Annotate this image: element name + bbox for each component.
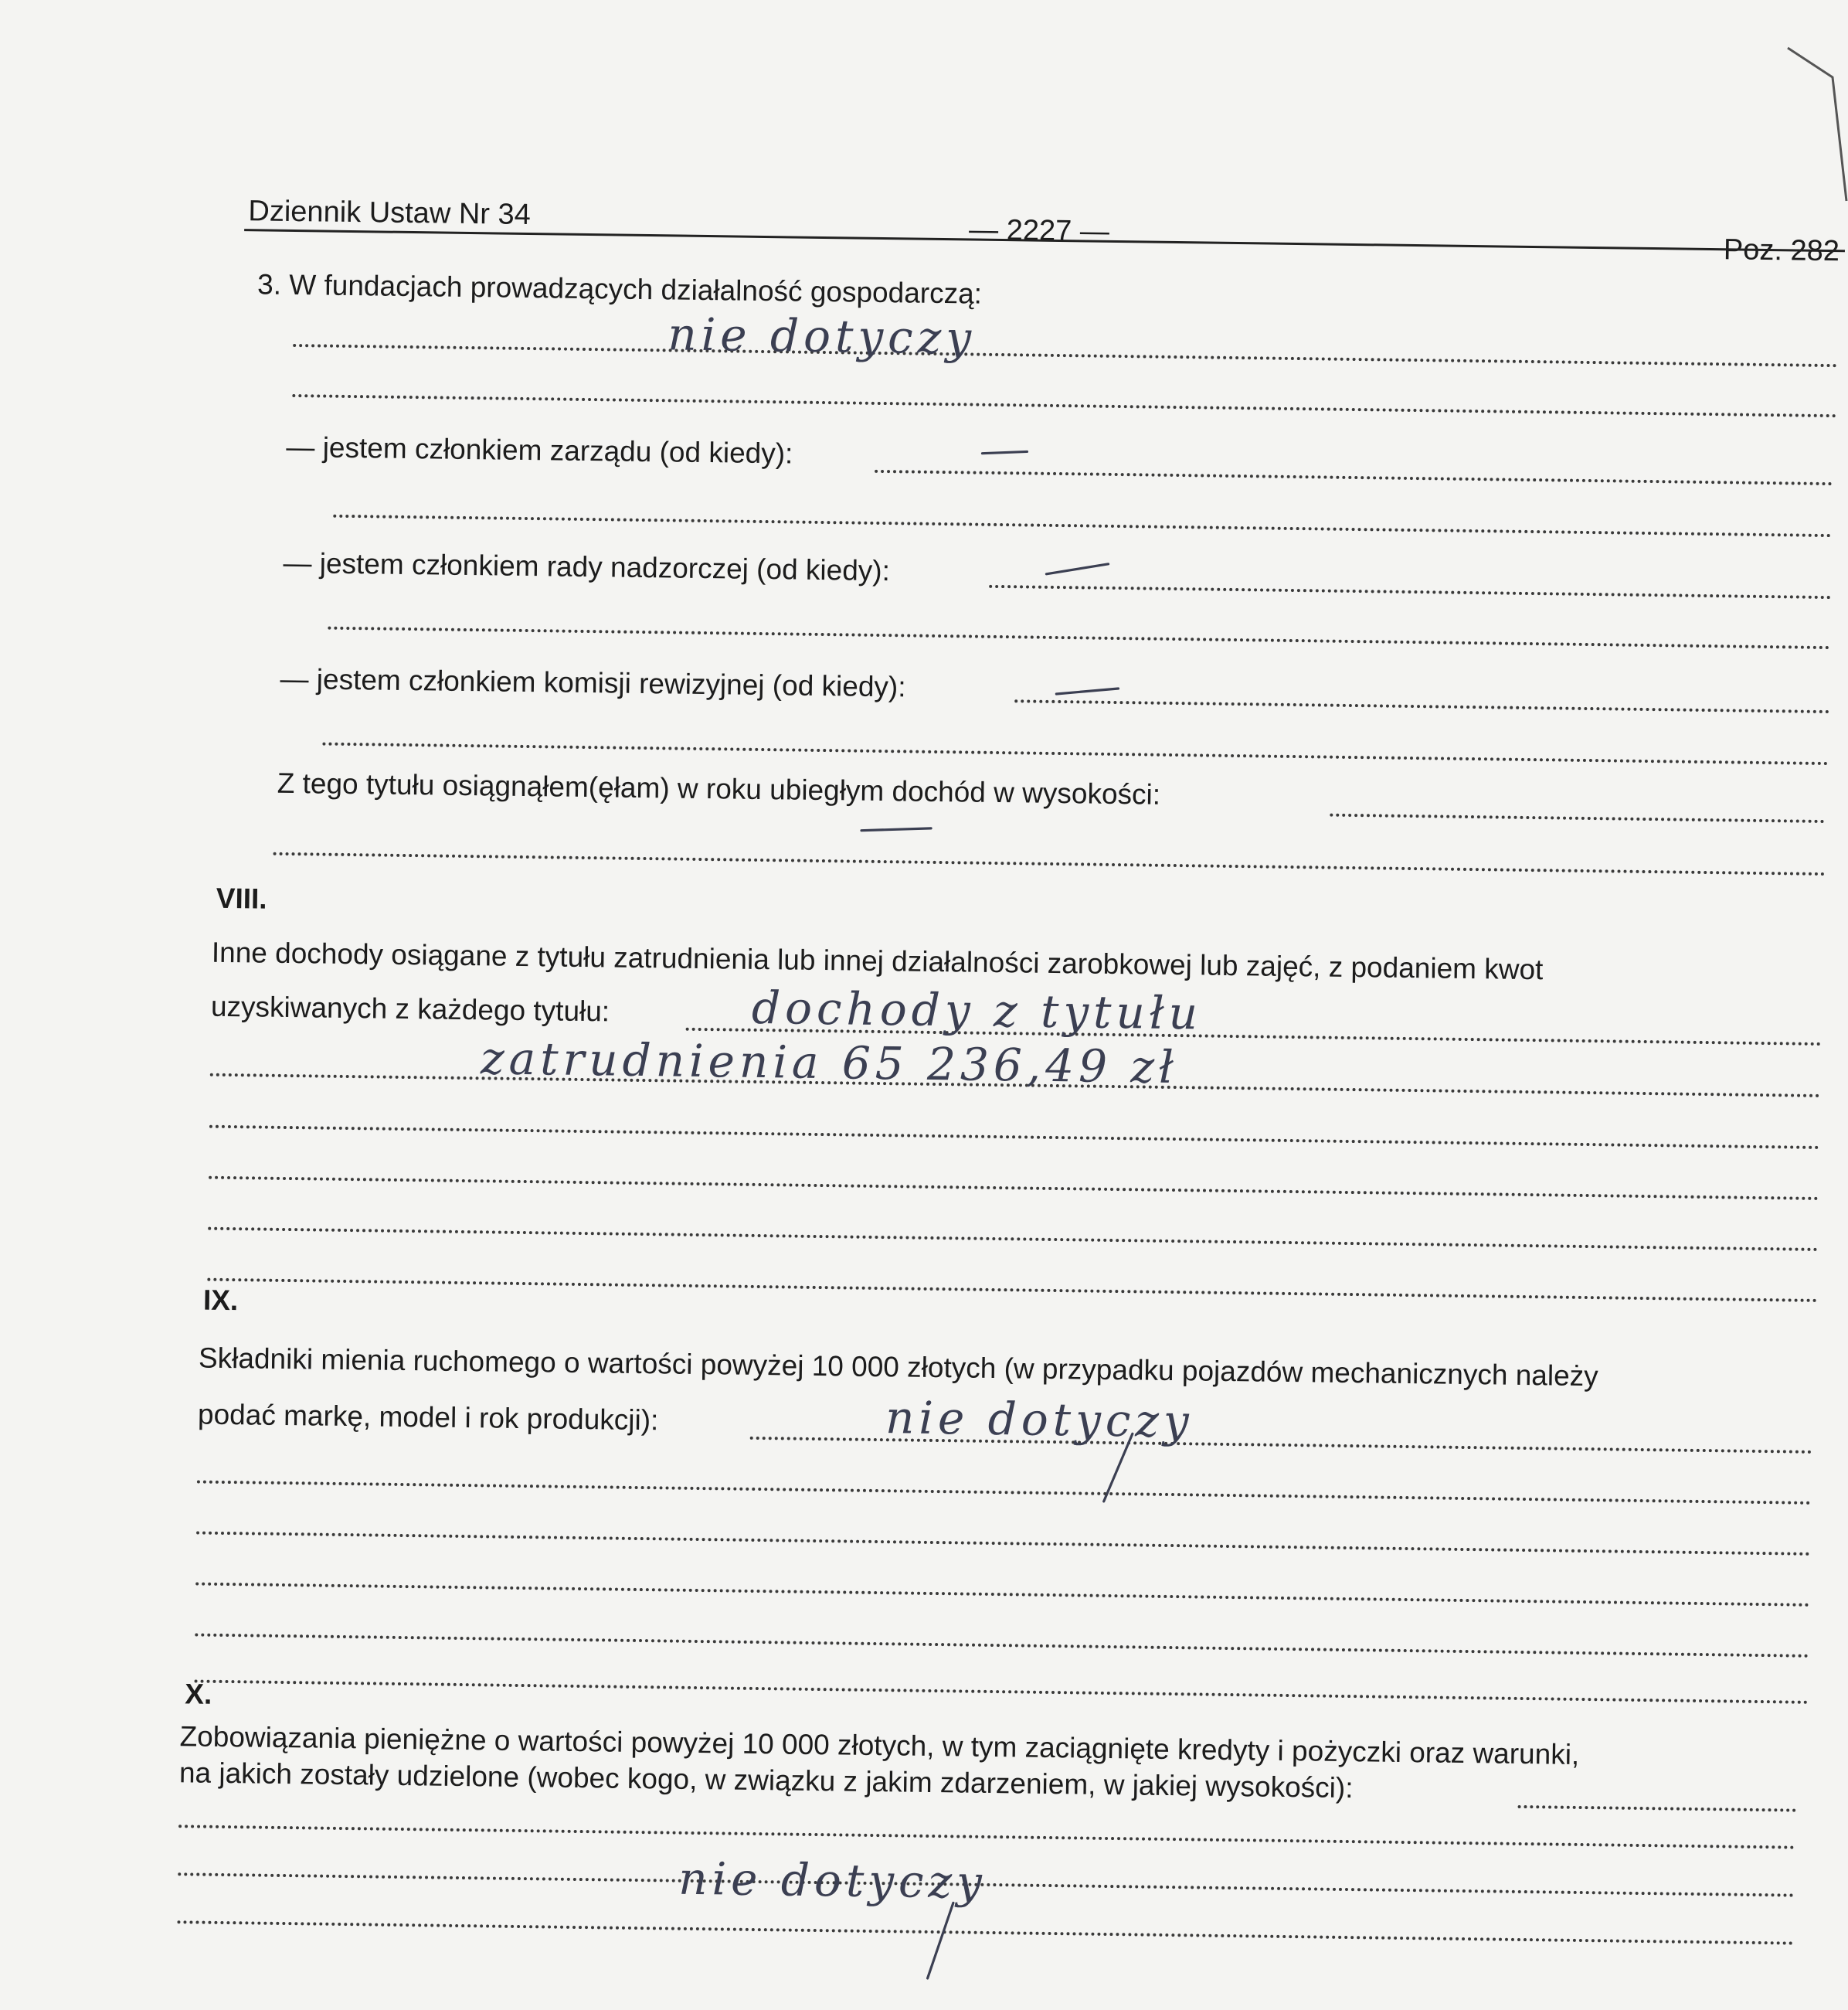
answer-line (333, 515, 1832, 537)
answer-line (196, 1531, 1811, 1555)
section-viii-heading: VIII. (216, 882, 267, 915)
answer-line (178, 1825, 1795, 1848)
other-income-text-1: Inne dochody osiągane z tytułu zatrudnienia lub innej działalności zarobkowej lub zajęć, z podaniem kwot (211, 936, 1544, 986)
movable-assets-text-2: podać markę, model i rok produkcji): (197, 1398, 659, 1437)
handwritten-dash (858, 821, 936, 838)
audit-member-label: — jestem członkiem komisji rewizyjnej (od kiedy): (280, 662, 906, 703)
folded-corner (1786, 46, 1848, 247)
handwritten-stroke (917, 1898, 964, 1984)
other-income-text-2: uzyskiwanych z każdego tytułu: (210, 990, 610, 1028)
supervisory-member-label: — jestem członkiem rady nadzorczej (od kiedy): (283, 546, 891, 587)
journal-title: Dziennik Ustaw Nr 34 (248, 195, 532, 232)
handwritten-dash (1053, 679, 1123, 702)
section-x-heading: X. (185, 1678, 212, 1710)
answer-line (273, 852, 1826, 876)
income-label: Z tego tytułu osiągnąłem(ęłam) w roku ubiegłym dochód w wysokości: (277, 767, 1161, 811)
position-number: Poz. 282 (1723, 233, 1840, 268)
handwritten-answer: nie dotyczy (678, 1852, 987, 1909)
answer-line (208, 1227, 1819, 1251)
answer-line (293, 344, 1838, 367)
answer-line (875, 470, 1833, 485)
answer-line (195, 1679, 1809, 1703)
handwritten-dash (1043, 557, 1113, 581)
answer-line (209, 1176, 1819, 1200)
handwritten-dash (979, 446, 1033, 462)
answer-line (177, 1920, 1794, 1944)
answer-line (207, 1278, 1818, 1302)
answer-line (989, 585, 1831, 599)
foundations-title: 3. W fundacjach prowadzących działalność gospodarczą: (256, 268, 983, 310)
answer-line (1330, 814, 1824, 823)
board-member-label: — jestem członkiem zarządu (od kiedy): (286, 430, 793, 470)
liabilities-text-1: Zobowiązania pieniężne o wartości powyżej 10 000 złotych, w tym zaciągnięte kredyty i pożyczki oraz warunki, (179, 1720, 1580, 1770)
handwritten-answer: dochody z tytułu (751, 981, 1203, 1040)
answer-line (322, 743, 1829, 766)
answer-line (195, 1582, 1810, 1606)
answer-line (1518, 1805, 1796, 1812)
answer-line (209, 1125, 1820, 1149)
page-number: — 2227 — (968, 213, 1110, 248)
handwritten-answer: nie dotyczy (667, 308, 977, 365)
answer-line (328, 627, 1830, 649)
answer-line (1014, 699, 1829, 713)
liabilities-text-2: na jakich zostały udzielone (wobec kogo, w związku z jakim zdarzeniem, w jakiej wysokości): (178, 1757, 1354, 1804)
answer-line (195, 1633, 1809, 1657)
section-ix-heading: IX. (202, 1284, 239, 1317)
movable-assets-text-1: Składniki mienia ruchomego o wartości powyżej 10 000 złotych (w przypadku pojazdów mechanicznych należy (198, 1342, 1598, 1393)
handwritten-answer: zatrudnienia 65 236,49 zł (480, 1032, 1179, 1094)
handwritten-answer: nie dotyczy (885, 1391, 1194, 1448)
answer-line (292, 394, 1837, 417)
answer-line (197, 1481, 1812, 1505)
